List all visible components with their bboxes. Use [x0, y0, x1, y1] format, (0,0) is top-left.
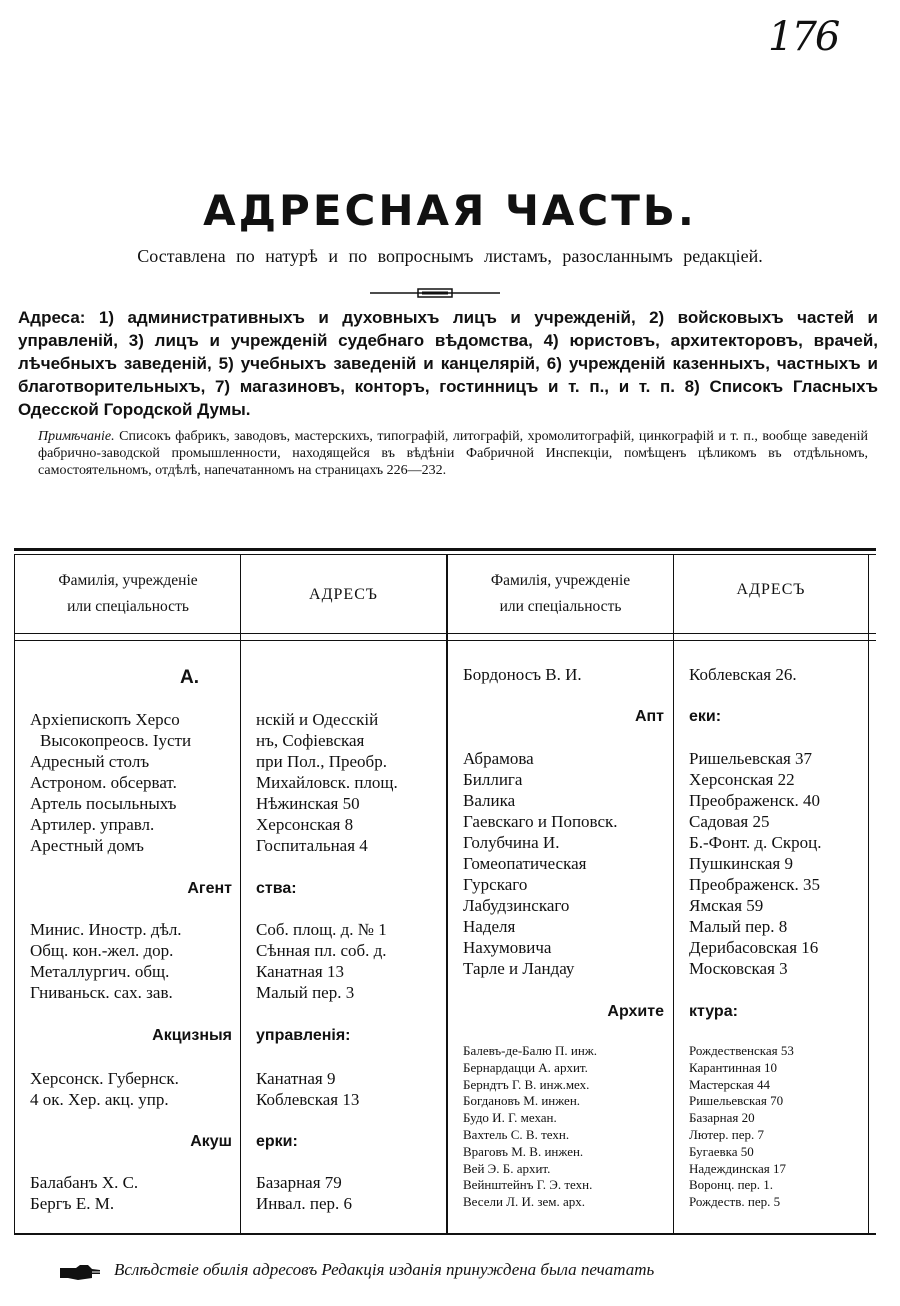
note-paragraph [38, 428, 868, 479]
entry-name: Гурскаго [463, 875, 528, 894]
category-heading-part2: ства: [256, 880, 297, 897]
entry-address: Преображенск. 40 [689, 791, 820, 810]
entry-name: Вейнштейнъ Г. Э. техн. [463, 1177, 593, 1193]
footer-note: Вслѣдствіе обилія адресовъ Редакція изданія принуждена была печатать [114, 1260, 655, 1279]
entry-address: Ришельевская 70 [689, 1093, 784, 1109]
page-subtitle: Составлена по натурѣ и по вопроснымъ листамъ, разосланнымъ редакціей. [137, 246, 763, 266]
entry-address: Ямская 59 [689, 896, 764, 915]
entry-name: Вей Э. Б. архит. [463, 1160, 551, 1176]
entry-address: Рождественская 53 [689, 1043, 794, 1058]
right-group-architecture-addresses [689, 1043, 794, 1211]
right-group-architecture [463, 1043, 597, 1211]
entry-name: Гниваньск. сах. зав. [30, 983, 173, 1002]
table-right-border [868, 554, 869, 1234]
entry-name: Металлургич. общ. [30, 962, 170, 981]
category-heading-part2: ктура: [689, 1003, 738, 1020]
list-item [30, 709, 191, 730]
entry-name: Бергъ Е. М. [30, 1194, 115, 1213]
column-header-line2: или спеціальность [499, 598, 622, 615]
left-group-midwives [30, 1172, 138, 1214]
entry-address: Карантинная 10 [689, 1059, 778, 1075]
entry-name: Берндтъ Г. В. инж.мех. [463, 1076, 590, 1092]
table-header-rule-2 [14, 640, 876, 641]
entry-name: Архіепископъ Херсо [30, 710, 180, 729]
note-text: Списокъ фабрикъ, заводовъ, мастерскихъ, типографій, литографій, хромолитографій, цинкографій и т. п., вообще заведеній фабрично-заводской промышленности, находящейся въ вѣдѣніи Фабричной Инспекціи, помѣщенъ цѣликомъ въ отдѣльномъ, самостоятельномъ, отдѣлѣ, напечатанномъ на страницахъ 226—232. [38, 429, 869, 478]
entry-address: Московская 3 [689, 959, 788, 978]
entry-address: Надеждинская 17 [689, 1160, 786, 1176]
pointing-hand-icon [58, 1262, 102, 1284]
entry-address: Херсонская 22 [689, 770, 795, 789]
table-top-rule-thick [14, 548, 876, 551]
entry-name: Балевъ-де-Балю П. инж. [463, 1043, 598, 1058]
entry-address: Бугаевка 50 [689, 1143, 754, 1159]
left-group-excise-addresses [256, 1068, 359, 1110]
column-divider-1 [240, 554, 241, 1234]
entry-name: Адресный столъ [30, 752, 150, 771]
list-item [30, 730, 191, 751]
right-group-pharmacies [463, 748, 618, 979]
entry-address: Мастерская 44 [689, 1076, 770, 1092]
list-item [30, 751, 191, 772]
column-header-line1: Фамилія, учрежденіе [490, 572, 631, 589]
entry-name: Абрамова [463, 749, 534, 768]
entry-address: Коблевская 13 [256, 1090, 360, 1109]
column-header-address-right: АДРЕСЪ [736, 581, 806, 598]
entry-name: Астроном. обсерват. [30, 773, 177, 792]
entry-name: Бордоносъ В. И. [463, 665, 582, 684]
list-item [30, 793, 191, 814]
left-group-archbishop [30, 709, 191, 856]
entry-address: Госпитальная 4 [256, 836, 368, 855]
entry-name: Артель посыльныхъ [30, 794, 177, 813]
column-header-address-left: АДРЕСЪ [309, 586, 378, 603]
entry-name: Вахтель С. В. техн. [463, 1126, 570, 1142]
entry-address: Херсонская 8 [256, 815, 354, 834]
category-heading-part2: управленія: [256, 1027, 351, 1044]
list-item [30, 772, 191, 793]
intro-paragraph: Адреса: 1) административныхъ и духовныхъ лицъ и учрежденій, 2) войсковыхъ частей и управленій, 3) лицъ и учрежденій судебнаго вѣдомства, 4) юристовъ, архитекторовъ, врачей, лѣчебныхъ заведеній, 5) учебныхъ заведеній и канцелярій, 6) учрежденій казенныхъ, частныхъ и благотворительныхъ, 7) магазиновъ, конторъ, гостинницъ и т. п., и т. п. 8) Списокъ Гласныхъ Одесской Городской Думы. [18, 308, 878, 419]
entry-address: Рождеств. пер. 5 [689, 1194, 781, 1210]
entry-name: 4 ок. Хер. акц. упр. [30, 1090, 169, 1109]
ornament-divider [370, 286, 500, 300]
left-group-agencies [30, 919, 182, 1003]
category-heading-part2: ерки: [256, 1133, 298, 1150]
entry-name: Тарле и Ландау [463, 959, 575, 978]
page-title: АДРЕСНАЯ ЧАСТЬ. [203, 186, 697, 235]
entry-address: Инвал. пер. 6 [256, 1194, 352, 1213]
entry-name: Общ. кон.-жел. дор. [30, 941, 174, 960]
entry-address: Коблевская 26. [689, 665, 797, 684]
entry-address: Преображенск. 35 [689, 875, 820, 894]
entry-name: Гомеопатическая [463, 854, 587, 873]
entry-address: Б.-Фонт. д. Скроц. [689, 833, 822, 852]
entry-address: Ришельевская 37 [689, 749, 813, 768]
right-group-pharmacies-addresses [689, 748, 821, 979]
section-letter: А. [180, 667, 199, 688]
entry-name: Высокопреосв. Іусти [40, 731, 192, 750]
column-divider-3 [673, 554, 674, 1234]
entry-address: Михайловск. площ. [256, 773, 398, 792]
left-group-agencies-addresses [256, 919, 387, 1003]
entry-address: Малый пер. 3 [256, 983, 355, 1002]
entry-name: Бернардацци А. архит. [463, 1059, 588, 1075]
entry-address: Базарная 20 [689, 1110, 755, 1126]
left-group-midwives-addresses [256, 1172, 352, 1214]
entry-address: Канатная 9 [256, 1069, 336, 1088]
entry-name: Арестный домъ [30, 836, 144, 855]
entry-address: Садовая 25 [689, 812, 770, 831]
entry-name: Балабанъ Х. С. [30, 1173, 139, 1192]
entry-address: Пушкинская 9 [689, 854, 793, 873]
entry-address: Канатная 13 [256, 962, 345, 981]
entry-address: Нѣжинская 50 [256, 794, 360, 813]
entry-address: Базарная 79 [256, 1173, 342, 1192]
entry-name: Враговъ М. В. инжен. [463, 1143, 584, 1159]
entry-name: Нахумовича [463, 938, 552, 957]
column-header-line2: или спеціальность [67, 598, 189, 615]
left-group-excise [30, 1068, 179, 1110]
entry-name: Лабудзинскаго [463, 896, 570, 915]
category-heading-part1: Акуш [190, 1133, 232, 1150]
entry-name: Биллига [463, 770, 523, 789]
column-header-name-right [448, 568, 673, 620]
entry-address: нскій и Одесскій [256, 710, 379, 729]
note-label: Примѣчаніе. [38, 429, 115, 444]
page-number: 176 [768, 14, 839, 60]
entry-name: Наделя [463, 917, 516, 936]
entry-address: Сѣнная пл. соб. д. [256, 941, 387, 960]
column-divider-center [446, 554, 448, 1234]
category-heading-part1: Архите [607, 1003, 664, 1020]
entry-name: Голубчина И. [463, 833, 560, 852]
category-heading-part2: еки: [689, 708, 722, 725]
list-item [30, 814, 191, 835]
category-heading-part1: Апт [634, 708, 664, 725]
entry-address: Воронц. пер. 1. [689, 1177, 774, 1193]
entry-address: при Пол., Преобр. [256, 752, 387, 771]
entry-name: Весели Л. И. зем. арх. [463, 1194, 586, 1210]
table-header-rule-1 [14, 633, 876, 634]
table-left-border [14, 554, 15, 1234]
table-bottom-rule [14, 1233, 876, 1235]
entry-name: Валика [463, 791, 516, 810]
entry-address: Дерибасовская 16 [689, 938, 819, 957]
column-header-line1: Фамилія, учрежденіе [58, 572, 198, 589]
category-heading-part1: Агент [187, 880, 232, 897]
entry-name: Гаевскаго и Поповск. [463, 812, 618, 831]
category-heading-part1: Акцизныя [152, 1027, 232, 1044]
left-group-archbishop-addresses [256, 709, 398, 856]
entry-name: Артилер. управл. [30, 815, 155, 834]
entry-address: Лютер. пер. 7 [689, 1126, 765, 1142]
entry-address: Соб. площ. д. № 1 [256, 920, 387, 939]
entry-address: Малый пер. 8 [689, 917, 788, 936]
entry-name: Будо И. Г. механ. [463, 1110, 557, 1126]
list-item [30, 835, 191, 856]
entry-address: нъ, Софіевская [256, 731, 365, 750]
entry-name: Минис. Иностр. дѣл. [30, 920, 182, 939]
column-header-name-left [16, 568, 240, 620]
entry-name: Херсонск. Губернск. [30, 1069, 179, 1088]
table-top-rule-thin [14, 554, 876, 555]
entry-name: Богдановъ М. инжен. [463, 1093, 581, 1109]
